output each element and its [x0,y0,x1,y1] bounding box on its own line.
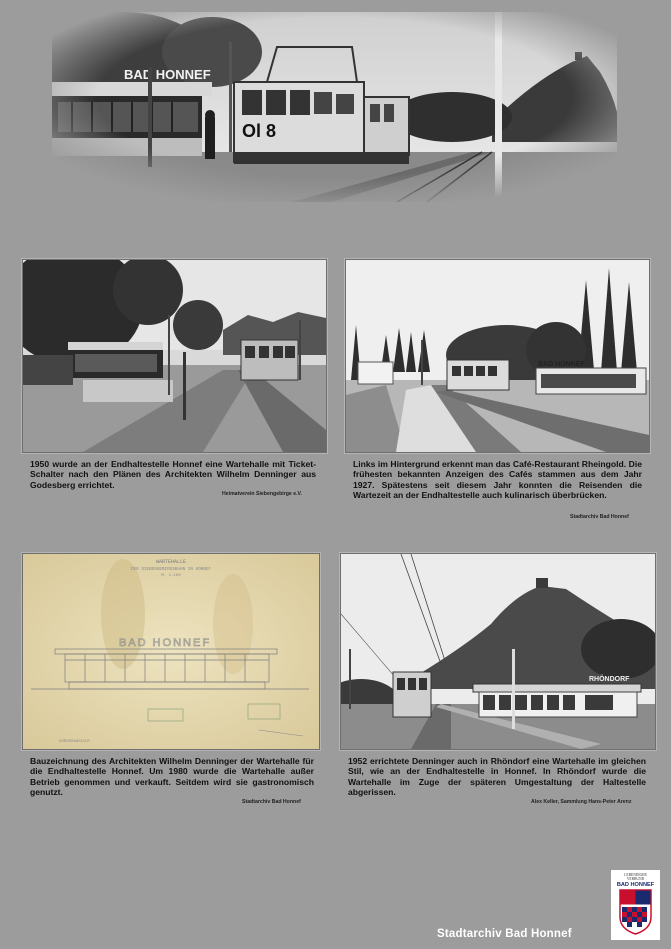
drawing-sign: BAD HONNEF [118,637,212,649]
caption-panel-1: 1950 wurde an der Endhaltestelle Honnef eine Wartehalle mit Ticket-Schalter nach den Plänen des Architekten Wilhelm Denninger aus Godesberg errichtet. [30,459,316,490]
photo-cafe-sign: BAD HONNEF [538,361,585,368]
caption-panel-2: Links im Hintergrund erkennt man das Café-Restaurant Rheingold. Die frühesten bekannten Anzeigen des Cafés stammen aus dem Jahr 1927. Spätestens seit diesem Jahr konnten die Reisenden die Wartezeit an der Endhaltestelle auch kulinarisch überbrücken. [353,459,642,501]
city-logo [611,870,660,940]
photo-architect-drawing [22,553,320,750]
credit-panel-1: Heimatverein Siebengebirge e.V. [222,491,302,497]
logo-line-2: VERBUND [626,877,645,881]
logo-line-1: LEBENDIGER [624,873,647,877]
credit-panel-2: Stadtarchiv Bad Honnef [570,514,629,520]
header-photo [52,12,617,202]
logo-line-3: BAD HONNEF [616,882,655,888]
photo-honnef-1950 [22,259,327,453]
drawing-label: VORDERANSICHT [59,740,91,744]
drawing-scale: M. 1:100 [161,574,181,578]
credit-panel-3: Stadtarchiv Bad Honnef [242,799,301,805]
coat-of-arms-icon [619,889,652,935]
footer-title: Stadtarchiv Bad Honnef [437,928,572,940]
caption-panel-4: 1952 errichtete Denninger auch in Rhöndorf eine Wartehalle im gleichen Stil, wie an der Endhaltestelle in Honnef. In Rhöndorf wurde die Wartehalle im Zuge der späteren Umgestaltung der Haltestelle abgerissen. [348,756,646,798]
drawing-subtitle: DER SIEBENGEBIRGSBAHN IN HONNEF [131,567,211,572]
photo-rhoendorf-1952 [340,553,656,750]
caption-panel-3: Bauzeichnung des Architekten Wilhelm Denninger der Wartehalle für die Endhaltestelle Honnef. Um 1980 wurde die Wartehalle außer Betrieb genommen und verkauft. Seitdem wird sie gastronomisch genutzt. [30,756,314,798]
photo-rhoendorf-sign: RHÖNDORF [589,676,630,683]
credit-panel-4: Alex Keller, Sammlung Hans-Peter Arenz [531,799,632,805]
drawing-title: WARTEHALLE [155,559,187,565]
photo-cafe-rheingold [345,259,650,453]
